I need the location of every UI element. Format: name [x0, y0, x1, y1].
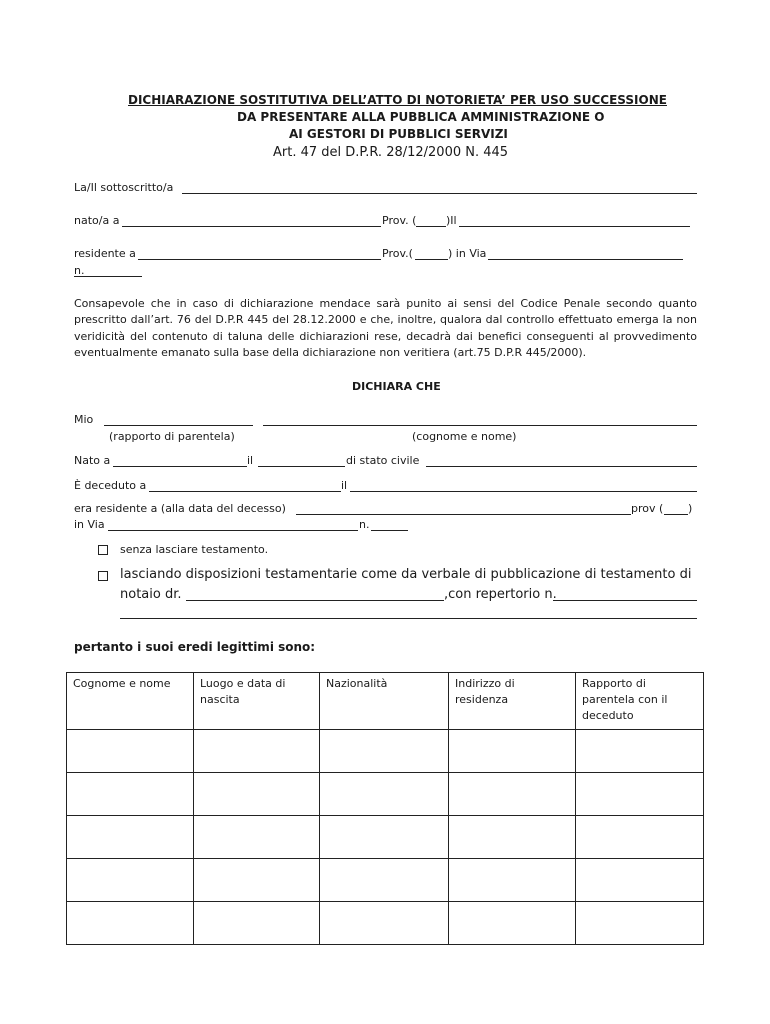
- document-title-line1: DICHIARAZIONE SOSTITUTIVA DELL’ATTO DI NOTORIETA’ PER USO SUCCESSIONE: [128, 93, 667, 107]
- deceased-prov-field[interactable]: [664, 514, 688, 515]
- declarant-number-field[interactable]: [74, 276, 142, 277]
- document-title-line3: AI GESTORI DI PUBBLICI SERVIZI: [289, 127, 508, 141]
- deceased-resident-label: era residente a (alla data del decesso): [74, 502, 286, 515]
- declarant-born-label: nato/a a: [74, 214, 120, 227]
- deceased-street-field[interactable]: [108, 530, 358, 531]
- name-caption: (cognome e nome): [412, 430, 517, 443]
- table-row: [67, 730, 704, 773]
- notary-label: notaio dr.: [120, 587, 182, 602]
- deceased-death-place-field[interactable]: [149, 491, 341, 492]
- table-cell[interactable]: [320, 773, 449, 816]
- column-header-address: Indirizzo di residenza: [449, 673, 576, 730]
- column-header-name: Cognome e nome: [67, 673, 194, 730]
- undersigned-label: La/Il sottoscritto/a: [74, 181, 174, 194]
- deceased-prov-close: ): [688, 502, 693, 515]
- table-cell[interactable]: [320, 730, 449, 773]
- deceased-prov-label: prov (: [631, 502, 664, 515]
- table-cell[interactable]: [576, 859, 704, 902]
- table-cell[interactable]: [320, 816, 449, 859]
- disclaimer-paragraph: Consapevole che in caso di dichiarazione mendace sarà punito ai sensi del Codice Penale secondo quanto prescritto dall’art. 76 del D.P.R 445 del 28.12.2000 e che, inoltre, qualora dal controllo effettuato emerga la non veridicità del contenuto di taluna delle dichiarazioni rese, decadrà dai benefici conseguenti al provvedimento eventualmente emanato sulla base della dichiarazione non veritiera (art.75 D.P.R 445/2000).: [74, 297, 697, 360]
- document-legal-reference: Art. 47 del D.P.R. 28/12/2000 N. 445: [273, 145, 509, 160]
- declarant-residence-field[interactable]: [138, 259, 381, 260]
- declarant-number-label: n.: [74, 264, 85, 277]
- table-cell[interactable]: [449, 773, 576, 816]
- deceased-number-field[interactable]: [371, 530, 408, 531]
- deceased-via-label: in Via: [74, 518, 105, 531]
- declarant-street-field[interactable]: [488, 259, 683, 260]
- kinship-caption: (rapporto di parentela): [109, 430, 235, 443]
- table-cell[interactable]: [576, 816, 704, 859]
- no-will-label: senza lasciare testamento.: [120, 543, 269, 556]
- column-header-birth: Luogo e data di nascita: [194, 673, 320, 730]
- repertory-number-field[interactable]: [553, 600, 697, 601]
- declarant-birthdate-label: )Il: [446, 214, 457, 227]
- with-will-label: lasciando disposizioni testamentarie come da verbale di pubblicazione di testamento di: [120, 567, 692, 582]
- table-row: [67, 902, 704, 945]
- column-header-nationality: Nazionalità: [320, 673, 449, 730]
- table-cell[interactable]: [576, 773, 704, 816]
- declarant-prov2-label: Prov.(: [382, 247, 413, 260]
- declarant-prov2-field[interactable]: [415, 259, 448, 260]
- declares-heading: DICHIARA CHE: [352, 380, 441, 393]
- table-cell[interactable]: [194, 816, 320, 859]
- table-cell[interactable]: [194, 773, 320, 816]
- table-cell[interactable]: [320, 859, 449, 902]
- table-cell[interactable]: [576, 730, 704, 773]
- table-cell[interactable]: [67, 816, 194, 859]
- table-row: [67, 773, 704, 816]
- repertory-label: ,con repertorio n.: [444, 587, 557, 602]
- heirs-table-header: [67, 673, 704, 730]
- will-extra-field[interactable]: [120, 618, 697, 619]
- deceased-birthplace-field[interactable]: [113, 466, 247, 467]
- deceased-kinship-field[interactable]: [104, 425, 253, 426]
- table-cell[interactable]: [449, 859, 576, 902]
- table-cell[interactable]: [67, 773, 194, 816]
- table-cell[interactable]: [449, 730, 576, 773]
- table-cell[interactable]: [194, 902, 320, 945]
- heirs-heading: pertanto i suoi eredi legittimi sono:: [74, 640, 316, 654]
- deceased-death-date-label: il: [341, 479, 348, 492]
- heirs-table: [66, 672, 704, 945]
- declarant-via-label: ) in Via: [448, 247, 487, 260]
- table-cell[interactable]: [320, 902, 449, 945]
- document-title-line2: DA PRESENTARE ALLA PUBBLICA AMMINISTRAZIONE O: [237, 110, 605, 124]
- notary-name-field[interactable]: [186, 600, 444, 601]
- declarant-prov-field[interactable]: [416, 226, 446, 227]
- table-cell[interactable]: [449, 816, 576, 859]
- deceased-birthdate-field[interactable]: [258, 466, 345, 467]
- declarant-birthdate-field[interactable]: [459, 226, 690, 227]
- column-header-kinship: Rapporto di parentela con il deceduto: [576, 673, 704, 730]
- declarant-birthplace-field[interactable]: [122, 226, 381, 227]
- table-cell[interactable]: [194, 730, 320, 773]
- declarant-resident-label: residente a: [74, 247, 136, 260]
- deceased-number-label: n.: [359, 518, 370, 531]
- declarant-prov-label: Prov. (: [382, 214, 417, 227]
- deceased-born-label: Nato a: [74, 454, 111, 467]
- deceased-residence-field[interactable]: [296, 514, 631, 515]
- with-will-checkbox[interactable]: [98, 571, 108, 581]
- deceased-name-field[interactable]: [263, 425, 697, 426]
- no-will-checkbox[interactable]: [98, 545, 108, 555]
- table-cell[interactable]: [194, 859, 320, 902]
- table-row: [67, 859, 704, 902]
- table-cell[interactable]: [67, 859, 194, 902]
- deceased-birthdate-label: il: [247, 454, 254, 467]
- table-row: [67, 816, 704, 859]
- deceased-civil-status-field[interactable]: [426, 466, 697, 467]
- deceased-death-date-field[interactable]: [350, 491, 697, 492]
- table-cell[interactable]: [67, 902, 194, 945]
- table-cell[interactable]: [67, 730, 194, 773]
- undersigned-name-field[interactable]: [182, 193, 697, 194]
- table-cell[interactable]: [449, 902, 576, 945]
- table-cell[interactable]: [576, 902, 704, 945]
- deceased-civil-status-label: di stato civile: [346, 454, 420, 467]
- deceased-died-label: È deceduto a: [74, 479, 147, 492]
- deceased-mio-label: Mio: [74, 413, 94, 426]
